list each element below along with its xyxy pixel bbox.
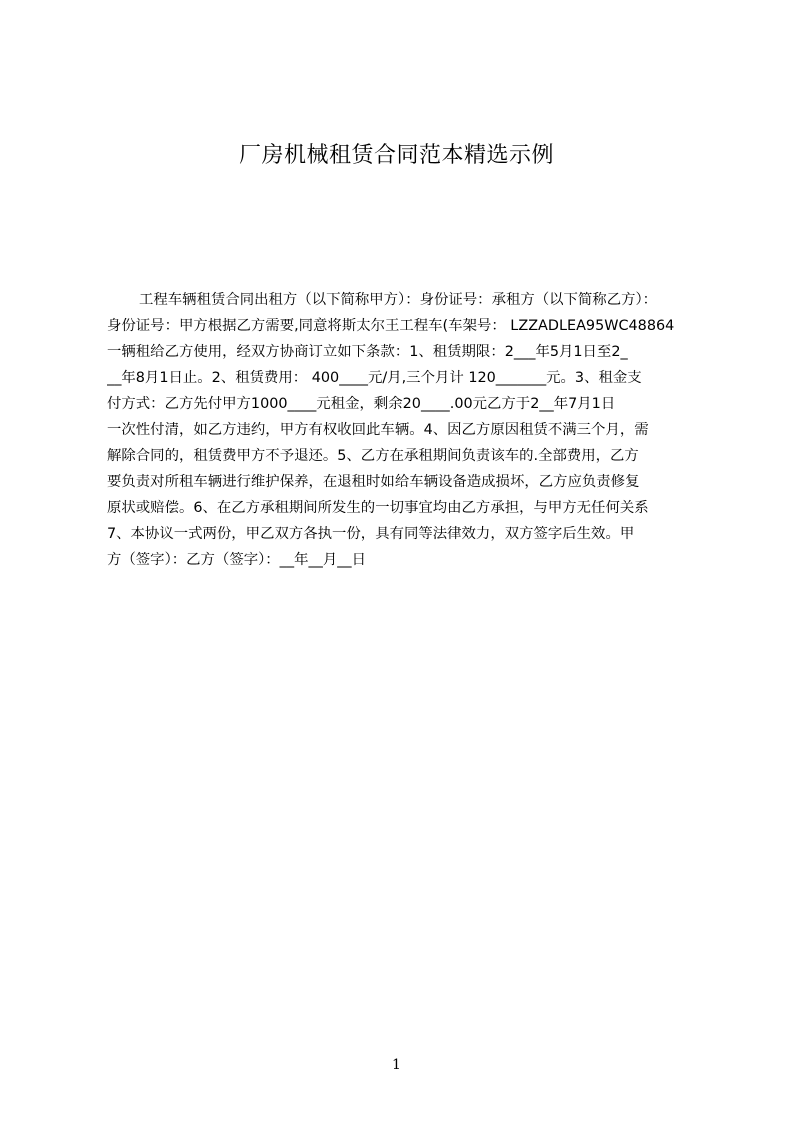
body-line: 一次性付清，如乙方违约，甲方有权收回此车辆。4、因乙方原因租赁不满三个月，需	[107, 422, 649, 438]
body-line: 解除合同的，租赁费甲方不予退还。5、乙方在承租期间负责该车的.全部费用，乙方	[107, 448, 639, 464]
body-line: 工程车辆租赁合同出租方（以下简称甲方）：身份证号：承租方（以下简称乙方）：	[139, 292, 658, 308]
page-number: 1	[392, 1057, 401, 1073]
body-line: 原状或赔偿。6、在乙方承租期间所发生的一切事宜均由乙方承担，与甲方无任何关系	[107, 500, 649, 516]
body-line: 7、本协议一式两份，甲乙双方各执一份，具有同等法律效力，双方签字后生效。甲	[107, 526, 635, 542]
contract-body	[107, 287, 697, 573]
body-line: __年8月1日止。2、租赁费用： 400____元/月,三个月计 120_______元。3、租金支	[107, 370, 642, 386]
body-line: 一辆租给乙方使用，经双方协商订立如下条款：1、租赁期限：2___年5月1日至2_	[107, 344, 628, 360]
body-line: 要负责对所租车辆进行维护保养，在退租时如给车辆设备造成损坏，乙方应负责修复	[107, 474, 640, 490]
document-title: 厂房机械租赁合同范本精选示例	[238, 143, 554, 168]
body-line: 付方式：乙方先付甲方1000____元租金，剩余20____.00元乙方于2__年7月1日	[107, 396, 616, 412]
body-line: 身份证号：甲方根据乙方需要,同意将斯太尔王工程车(车架号： LZZADLEA95WC48864	[107, 318, 675, 334]
body-line: 方（签字）：乙方（签字）：__年__月__日	[107, 552, 367, 568]
